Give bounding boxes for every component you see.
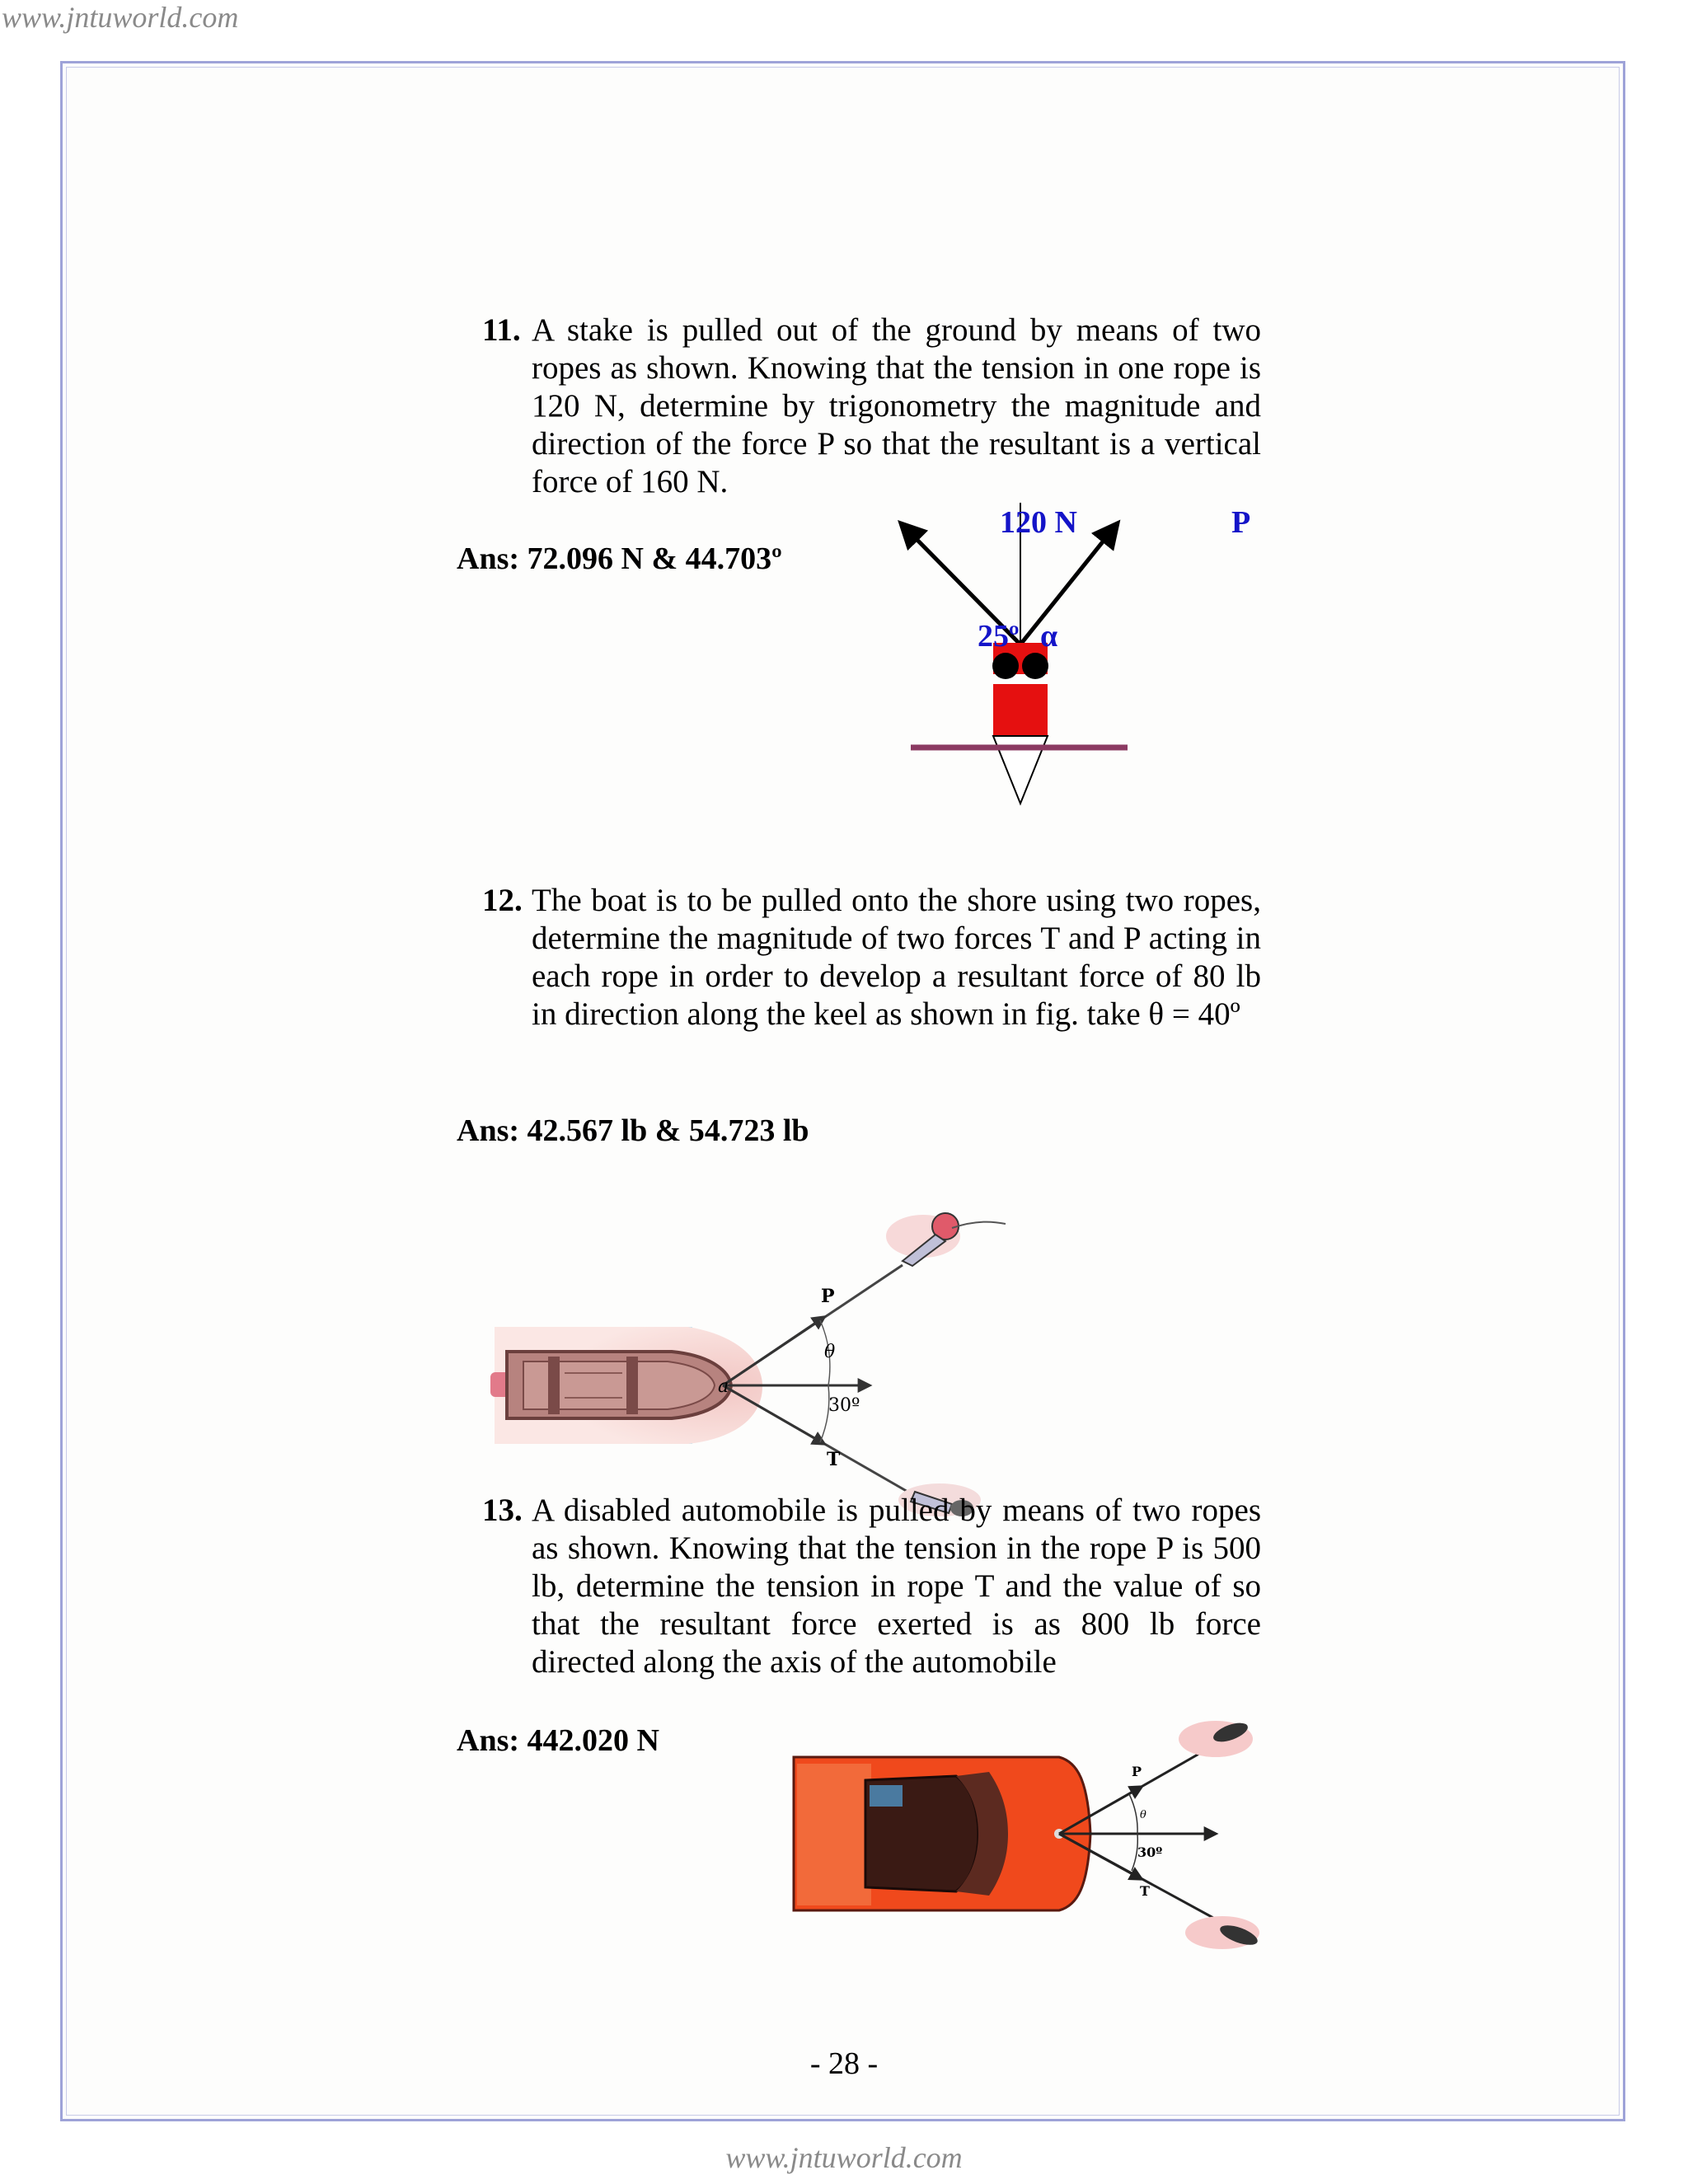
watermark-bottom: www.jntuworld.com [725, 2141, 963, 2174]
car-label-theta: θ [1140, 1809, 1146, 1821]
page-number: - 28 - [809, 2046, 879, 2081]
problem-text: A stake is pulled out of the ground by means of two ropes as shown. Knowing that the tension in one rope is 120 N, determine by trigonometry the magnitude and direction of the force P so that the resultant is a vertical force of 160 N. [532, 312, 1261, 499]
problem-text: A disabled automobile is pulled by means of two ropes as shown. Knowing that the tension in the rope P is 500 lb, determine the tension in rope T and the value of so that the resultant force exerted is as 800 lb force directed along the axis of the automobile [532, 1493, 1261, 1680]
rope-knot-right [1022, 653, 1048, 679]
label-p: P [1231, 505, 1251, 540]
boat-label-30: 30º [828, 1395, 860, 1416]
problem-11 [482, 312, 1261, 501]
theta-arc [1129, 1794, 1137, 1834]
problem-number: 11. [482, 312, 521, 348]
boat-seat [548, 1357, 560, 1414]
stake-figure [890, 503, 1137, 816]
problem-number: 13. [482, 1493, 523, 1528]
stake-body [993, 684, 1048, 735]
answer-11: Ans: 72.096 N & 44.703º [457, 541, 782, 576]
boat-label-p: P [821, 1286, 835, 1307]
car-interior-detail [870, 1785, 903, 1807]
label-alpha: α [1040, 619, 1058, 654]
car-trunk [797, 1764, 871, 1905]
boat-label-theta: θ [824, 1342, 836, 1362]
answer-12: Ans: 42.567 lb & 54.723 lb [457, 1113, 809, 1148]
problem-13 [482, 1492, 1261, 1681]
label-120n: 120 N [1000, 505, 1077, 540]
car-label-t: T [1140, 1883, 1150, 1899]
problem-text: The boat is to be pulled onto the shore using two ropes, determine the magnitude of two forces T and P acting in each rope in order to develop a resultant force of 80 lb in direction along the keel as shown in fig. take θ = 40º [532, 883, 1261, 1032]
rope-knot-left [992, 653, 1019, 679]
rope-p-arrow [1020, 524, 1117, 644]
answer-13: Ans: 442.020 N [457, 1723, 659, 1758]
car-figure [787, 1714, 1282, 1945]
boat-figure [490, 1212, 1018, 1516]
car-label-30: 30º [1137, 1844, 1163, 1860]
boat-label-t: T [827, 1449, 841, 1470]
problem-12 [482, 882, 1261, 1033]
car-label-p: P [1132, 1764, 1142, 1779]
boat-seat [626, 1357, 638, 1414]
label-25-degrees: 25º [978, 619, 1020, 654]
boat-label-a: a [718, 1376, 729, 1397]
problem-number: 12. [482, 883, 523, 918]
watermark-top: www.jntuworld.com [2, 1, 239, 34]
